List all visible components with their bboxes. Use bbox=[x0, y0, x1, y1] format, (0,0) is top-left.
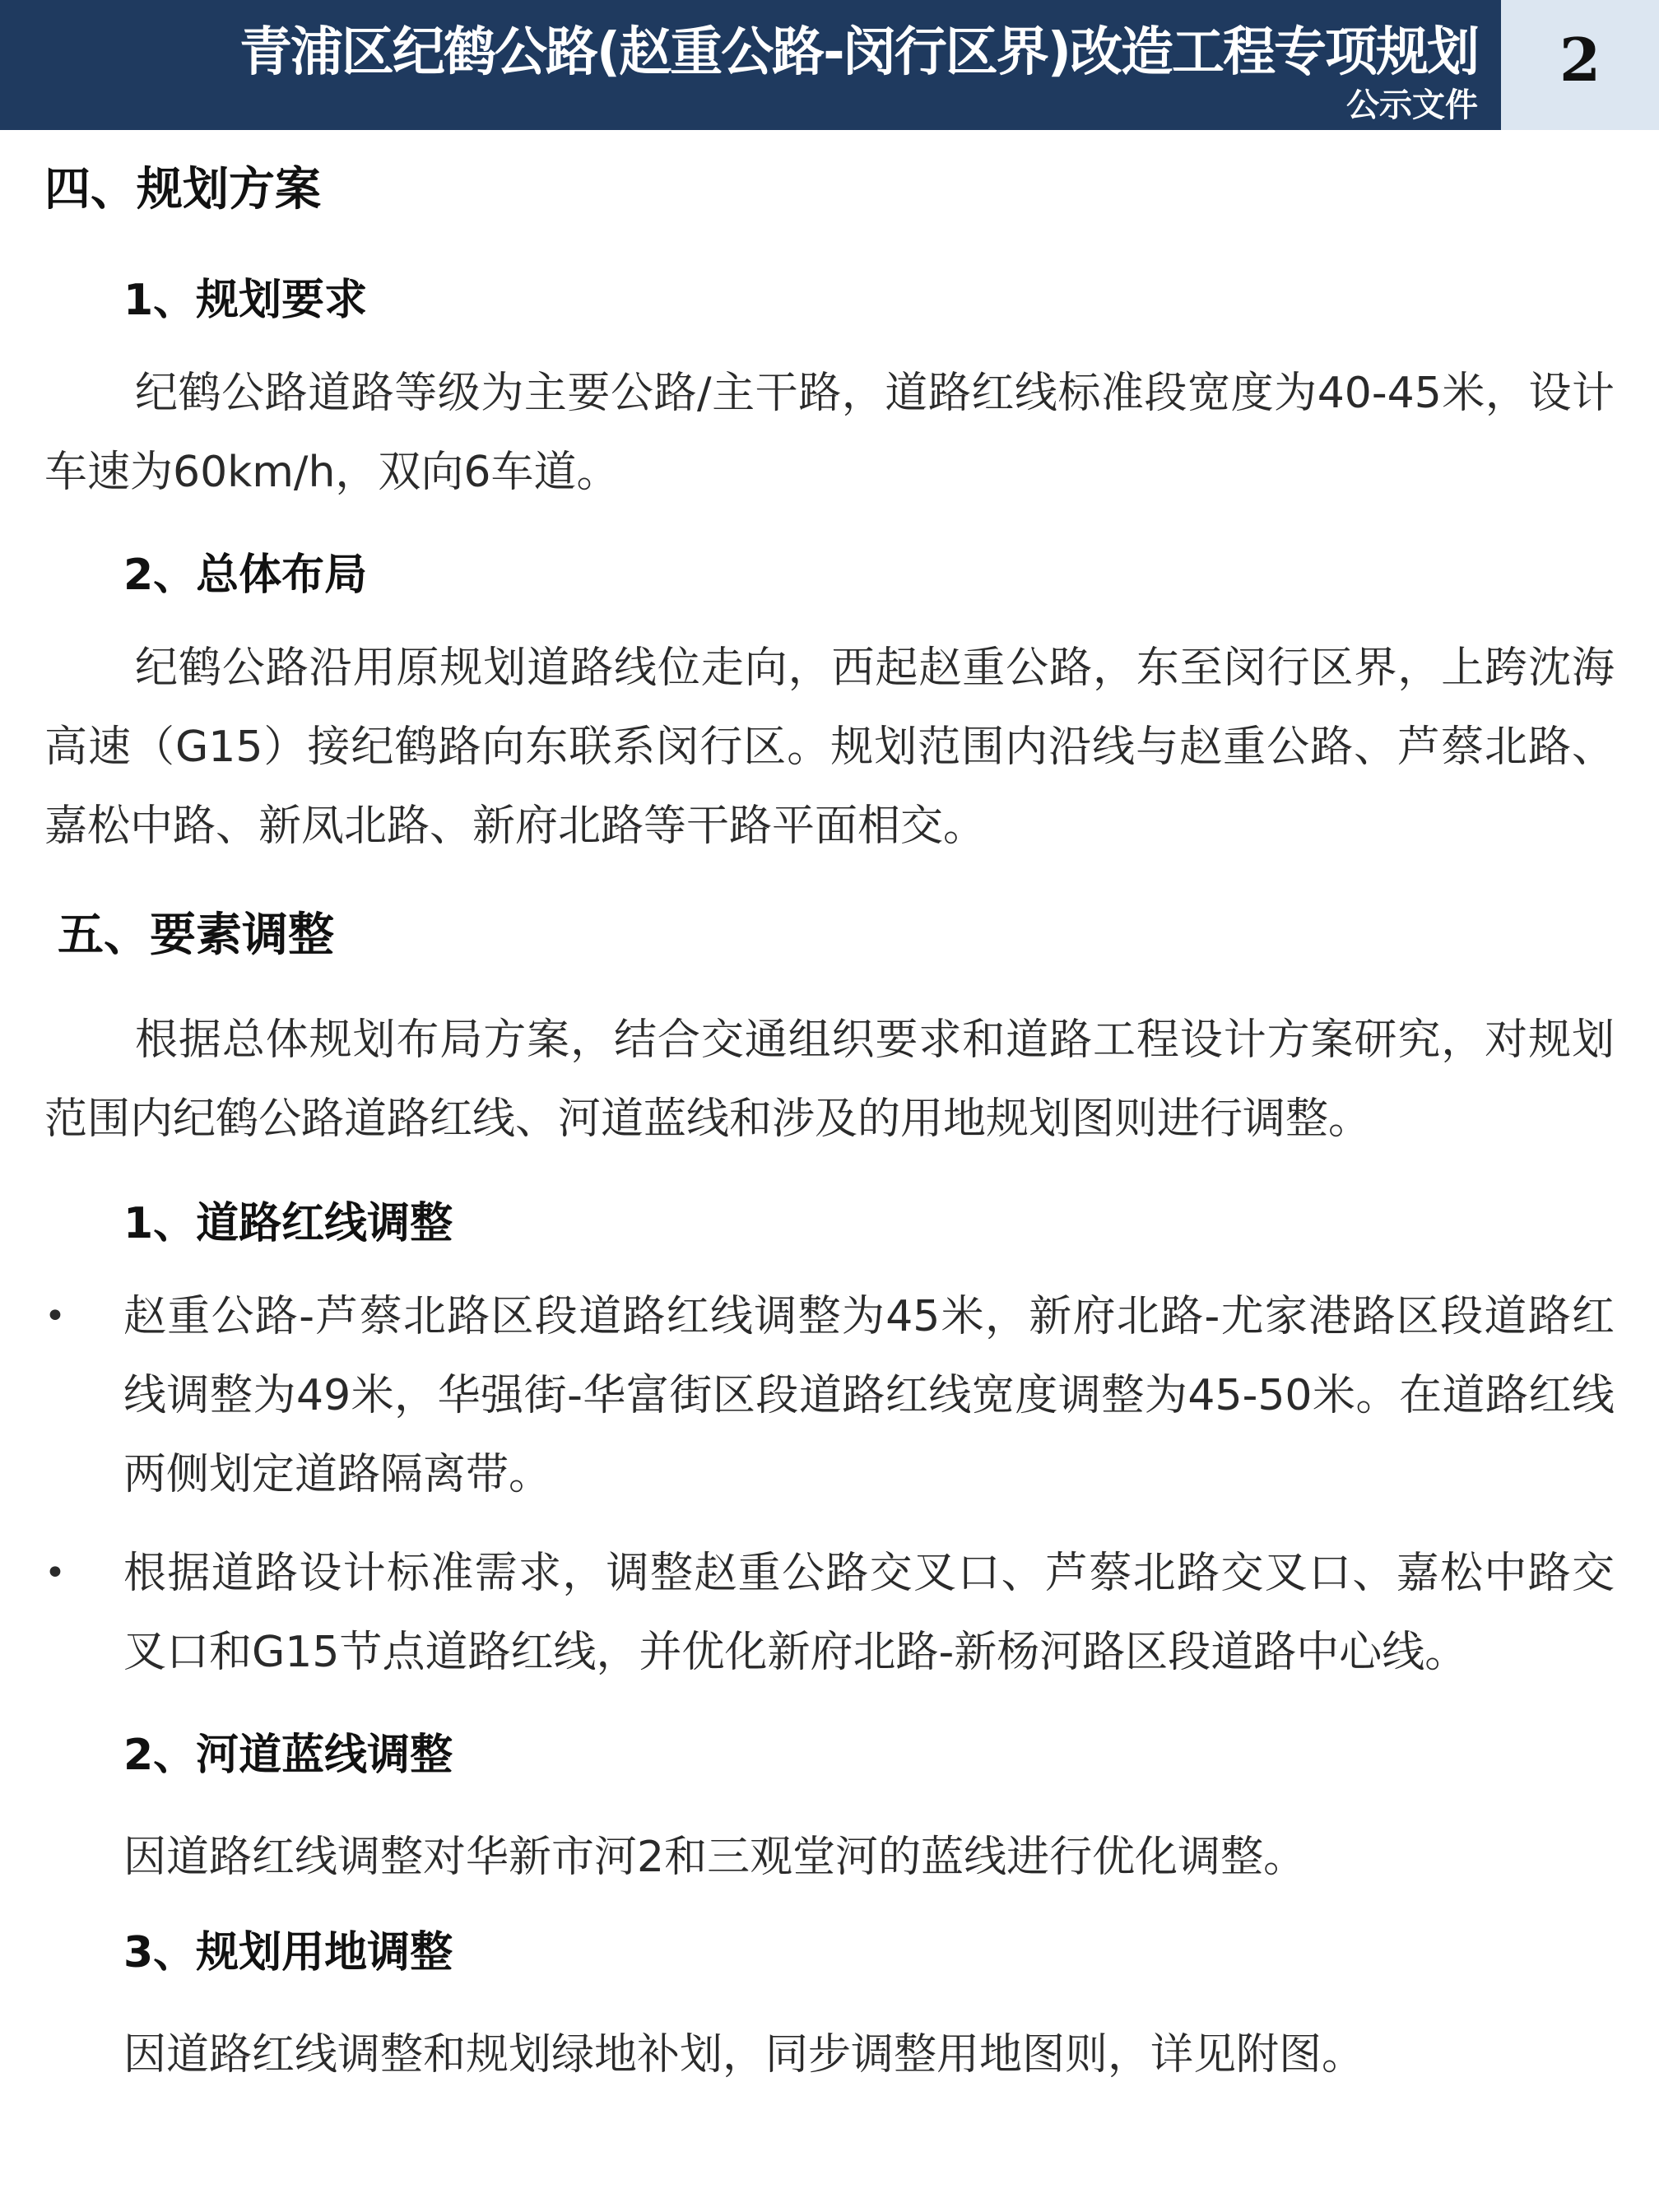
bullet-text: 赵重公路-芦蔡北路区段道路红线调整为45米，新府北路-尤家港路区段道路红线调整为49米，华强街-华富街区段道路红线宽度调整为45-50米。在道路红线两侧划定道路隔离带。 bbox=[123, 1292, 1615, 1499]
section-5-heading: 五、要素调整 bbox=[58, 908, 334, 962]
bullet-text: 根据道路设计标准需求，调整赵重公路交叉口、芦蔡北路交叉口、嘉松中路交叉口和G15节点道路红线，并优化新府北路-新杨河路区段道路中心线。 bbox=[123, 1549, 1615, 1677]
bullet-item bbox=[44, 1277, 1615, 1514]
bullet-marker: • bbox=[44, 1552, 66, 1594]
section-5-3-text: 因道路红线调整和规划绿地补划，同步调整用地图则，详见附图。 bbox=[123, 2030, 1365, 2080]
page-number: 2 bbox=[1559, 25, 1601, 95]
section-5-3-heading: 3、规划用地调整 bbox=[123, 1928, 453, 1977]
section-5-2-text: 因道路红线调整对华新市河2和三观堂河的蓝线进行优化调整。 bbox=[123, 1833, 1307, 1882]
section-5-1-heading: 1、道路红线调整 bbox=[123, 1199, 453, 1248]
section-4-1-heading: 1、规划要求 bbox=[123, 276, 368, 325]
section-4-1-text: 纪鹤公路道路等级为主要公路/主干路，道路红线标准段宽度为40-45米，设计车速为60km/h，双向6车道。 bbox=[44, 369, 1615, 497]
section-5-intro: 根据总体规划布局方案，结合交通组织要求和道路工程设计方案研究，对规划范围内纪鹤公路道路红线、河道蓝线和涉及的用地规划图则进行调整。 bbox=[44, 1015, 1615, 1144]
header-bar bbox=[0, 0, 1501, 130]
section-4-2-text: 纪鹤公路沿用原规划道路线位走向，西起赵重公路，东至闵行区界，上跨沈海高速（G15）接纪鹤路向东联系闵行区。规划范围内沿线与赵重公路、芦蔡北路、嘉松中路、新凤北路、新府北路等干路平面相交。 bbox=[44, 644, 1615, 851]
bullet-item bbox=[44, 1534, 1615, 1692]
section-4-heading: 四、规划方案 bbox=[44, 163, 321, 216]
bullet-marker: • bbox=[44, 1295, 66, 1337]
document-subtitle: 公示文件 bbox=[1346, 86, 1478, 124]
document-title: 青浦区纪鹤公路(赵重公路-闵行区界)改造工程专项规划 bbox=[239, 22, 1478, 83]
section-4-2-heading: 2、总体布局 bbox=[123, 551, 368, 600]
section-5-2-heading: 2、河道蓝线调整 bbox=[123, 1731, 453, 1780]
page-number-box bbox=[1501, 0, 1659, 130]
